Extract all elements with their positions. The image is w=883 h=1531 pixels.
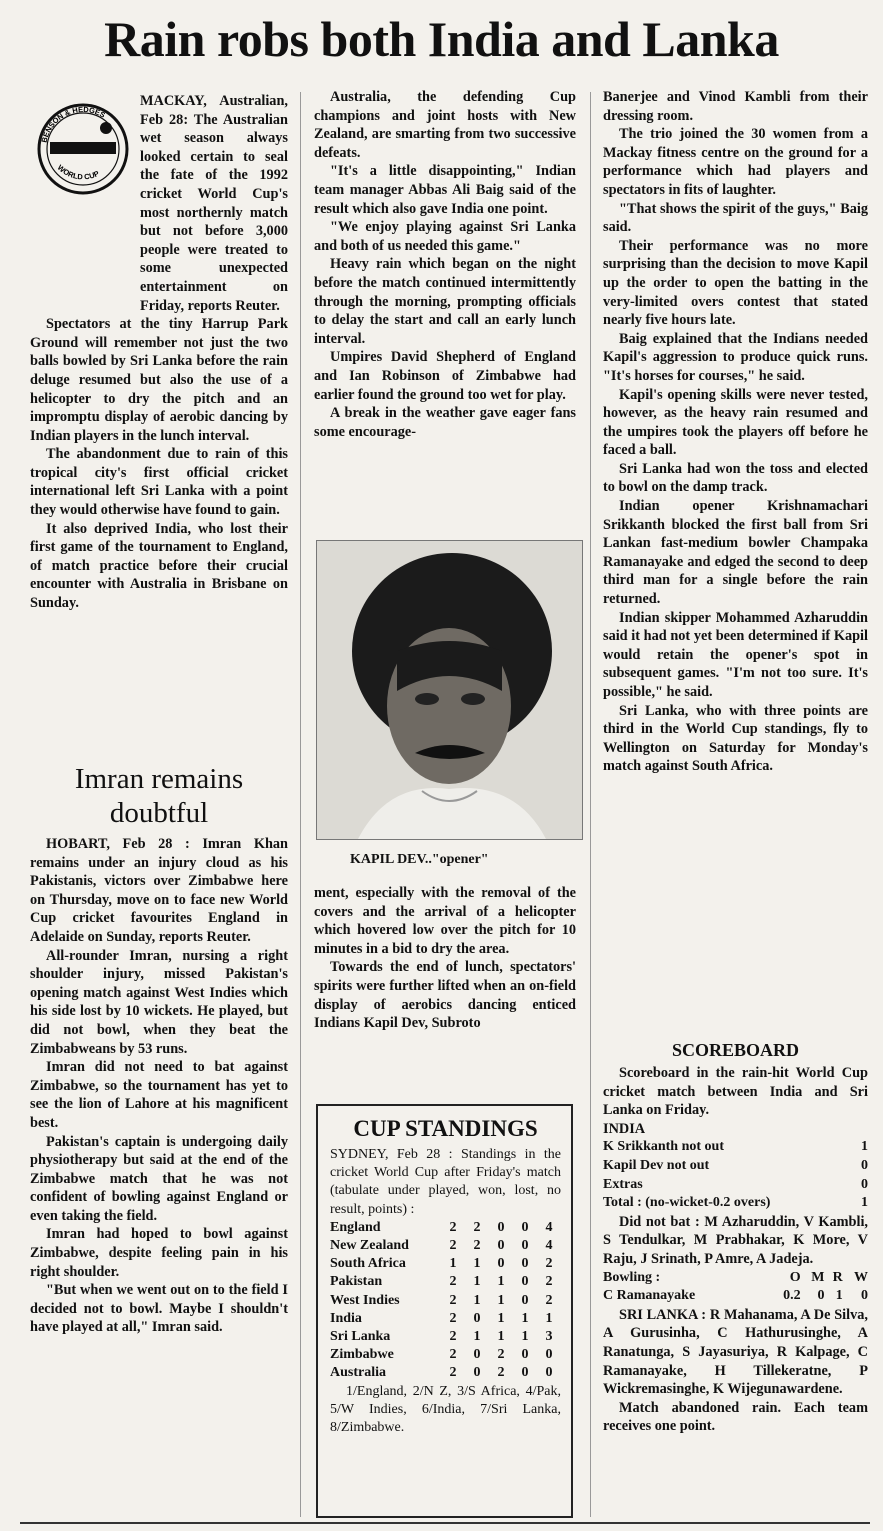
- article-paragraph: "But when we went out on to the field I decided not to bowl. Maybe I shouldn't have played at all," Imran said.: [30, 1282, 288, 1336]
- played: 2: [449, 1329, 457, 1345]
- standings-row: [330, 1364, 561, 1382]
- article-paragraph: The abandonment due to rain of this tropical city's first official cricket international left Sri Lanka with a point they would otherwise have found to gain.: [30, 446, 288, 519]
- article-paragraph: All-rounder Imran, nursing a right shoulder injury, missed Pakistan's opening match against West Indies which his side lost by 10 wickets. He played, but did not bowl, when they beat the Zimbabweans by 53 runs.: [30, 947, 288, 1057]
- standings-table: [330, 1219, 561, 1383]
- batting-row: [603, 1176, 868, 1195]
- lost: 0: [497, 1238, 505, 1254]
- article-paragraph: ment, especially with the removal of the covers and the arrival of a helicopter which hovered low over the pitch for 10 minutes in a bid to dry the area.: [314, 885, 576, 957]
- lost: 2: [497, 1365, 505, 1381]
- standings-row: [330, 1292, 561, 1310]
- cup-standings-box: [316, 1104, 573, 1518]
- standings-row: [330, 1346, 561, 1364]
- main-article-col3: [603, 88, 868, 776]
- lost: 0: [497, 1219, 505, 1235]
- won: 1: [473, 1274, 481, 1290]
- standings-row: [330, 1328, 561, 1346]
- article-paragraph: Indian opener Krishnamachari Srikkanth blocked the first ball from Sri Lankan fast-medium bowler Champaka Ramanayake and edged the second to deep third man for a single before the rain returned.: [603, 498, 868, 608]
- batting-row: [603, 1194, 868, 1213]
- no-result: 1: [521, 1310, 529, 1326]
- lost: 1: [497, 1292, 505, 1308]
- wickets: 0: [861, 1288, 868, 1304]
- portrait-image: [317, 541, 583, 840]
- team-name: Sri Lanka: [330, 1329, 391, 1345]
- team-name: West Indies: [330, 1292, 400, 1308]
- no-result: 0: [521, 1238, 529, 1254]
- played: 2: [449, 1292, 457, 1308]
- lost: 2: [497, 1347, 505, 1363]
- article-paragraph: The trio joined the 30 women from a Mackay fitness centre on the ground for a performance which had players and spectators in fits of laughter.: [603, 126, 868, 198]
- match-result: Match abandoned rain. Each team receives one point.: [603, 1399, 868, 1435]
- won: 0: [473, 1347, 481, 1363]
- points: 0: [545, 1365, 553, 1381]
- lost: 1: [497, 1274, 505, 1290]
- points: 2: [545, 1256, 553, 1272]
- won: 2: [473, 1219, 481, 1235]
- article-paragraph: Sri Lanka had won the toss and elected to bowl on the damp track.: [603, 460, 868, 496]
- team-name: Pakistan: [330, 1274, 383, 1290]
- team-name: India: [330, 1310, 362, 1326]
- standings-row: [330, 1237, 561, 1255]
- bowling-header: W: [854, 1269, 868, 1285]
- scoreboard-intro: Scoreboard in the rain-hit World Cup cricket match between India and Sri Lanka on Friday.: [603, 1065, 868, 1119]
- runs: 0: [861, 1176, 868, 1192]
- scoreboard: [603, 1064, 868, 1436]
- article-paragraph: Heavy rain which began on the night before the match continued intermittently through the morning, prompting officials to delay the start and call an early lunch interval.: [314, 256, 576, 347]
- article-paragraph: Australia, the defending Cup champions and joint hosts with New Zealand, are smarting from two successive defeats.: [314, 89, 576, 161]
- batsman: K Srikkanth not out: [603, 1139, 724, 1155]
- team-name: South Africa: [330, 1256, 406, 1272]
- played: 2: [449, 1310, 457, 1326]
- played: 2: [449, 1238, 457, 1254]
- played: 1: [449, 1256, 457, 1272]
- article-paragraph: "We enjoy playing against Sri Lanka and both of us needed this game.": [314, 219, 576, 254]
- batting-row: [603, 1157, 868, 1176]
- batsman: Total : (no-wicket-0.2 overs): [603, 1195, 771, 1211]
- bowling-header: M: [811, 1269, 825, 1285]
- kapil-dev-photo: [316, 540, 583, 840]
- runs: 1: [861, 1139, 868, 1155]
- bottom-rule: [20, 1522, 870, 1524]
- points: 4: [545, 1238, 553, 1254]
- no-result: 0: [521, 1365, 529, 1381]
- standings-title: CUP STANDINGS: [353, 1116, 538, 1141]
- scoreboard-title: SCOREBOARD: [671, 1040, 800, 1060]
- overs: 0.2: [783, 1288, 801, 1304]
- article-paragraph: It also deprived India, who lost their first game of the tournament to England, of match practice before their crucial encounter with Australia in Brisbane on Sunday.: [30, 520, 288, 612]
- no-result: 0: [521, 1256, 529, 1272]
- no-result: 1: [521, 1329, 529, 1345]
- article-paragraph: Pakistan's captain is undergoing daily physiotherapy but said at the end of the Zimbabwe match that he was not confident of bowling against England or even taking the field.: [30, 1133, 288, 1224]
- won: 0: [473, 1310, 481, 1326]
- points: 2: [545, 1292, 553, 1308]
- points: 1: [545, 1310, 553, 1326]
- lost: 1: [497, 1329, 505, 1345]
- batting-row: [603, 1138, 868, 1157]
- played: 2: [449, 1274, 457, 1290]
- points: 2: [545, 1274, 553, 1290]
- article-paragraph: Baig explained that the Indians needed Kapil's aggression to produce quick runs. "It's horses for courses," he said.: [603, 330, 868, 384]
- standings-row: [330, 1219, 561, 1237]
- points: 3: [545, 1329, 553, 1345]
- imran-article: [30, 835, 288, 1337]
- main-article-col2-cont: [314, 884, 576, 1033]
- no-result: 0: [521, 1274, 529, 1290]
- article-paragraph: Imran did not need to bat against Zimbabwe, so the tournament has yet to see the lion of Lahore at his magnificent best.: [30, 1059, 288, 1131]
- no-result: 0: [521, 1219, 529, 1235]
- standings-intro: SYDNEY, Feb 28 : Standings in the cricket World Cup after Friday's match (tabulate under played, won, lost, no result, points) :: [330, 1147, 561, 1217]
- played: 2: [449, 1365, 457, 1381]
- main-article-col2: [314, 88, 576, 441]
- maidens: 0: [817, 1288, 825, 1304]
- played: 2: [449, 1347, 457, 1363]
- team-name: Australia: [330, 1365, 386, 1381]
- bowling-table: [603, 1269, 868, 1306]
- batting-table: [603, 1138, 868, 1212]
- standings-row: [330, 1310, 561, 1328]
- article-paragraph: "It's a little disappointing," Indian team manager Abbas Ali Baig said of the result which also gave India one point.: [314, 163, 576, 217]
- svg-text:BENSON & HEDGES: BENSON & HEDGES: [39, 104, 107, 144]
- article-paragraph: Kapil's opening skills were never tested, however, as the heavy rain resumed and the umpires took the players off before he faced a ball.: [603, 386, 868, 459]
- won: 1: [473, 1292, 481, 1308]
- no-result: 0: [521, 1347, 529, 1363]
- article-paragraph: Sri Lanka, who with three points are third in the World Cup standings, fly to Wellington on Saturday for Monday's match against South Africa.: [603, 702, 868, 775]
- lost: 0: [497, 1256, 505, 1272]
- lost: 1: [497, 1310, 505, 1326]
- article-paragraph: MACKAY, Australian, Feb 28: The Australian wet season always looked certain to seal the fate of the 1992 cricket World Cup's most northernly match but not before 3,000 people were treated to some unexpected entertainment on Friday, reports Reuter.: [140, 93, 288, 314]
- imran-headline: Imran remains doubtful: [74, 763, 244, 829]
- standings-ranking: 1/England, 2/N Z, 3/S Africa, 4/Pak, 5/W Indies, 6/India, 7/Sri Lanka, 8/Zimbabwe.: [330, 1383, 561, 1436]
- bowling-row: [603, 1287, 868, 1306]
- runs: 1: [861, 1195, 868, 1211]
- won: 1: [473, 1256, 481, 1272]
- article-paragraph: HOBART, Feb 28 : Imran Khan remains under an injury cloud as his Pakistanis, victors over Zimbabwe here on Thursday, move on to face new World Cup cricket favourites England in Adelaide on Sunday, reports Reuter.: [30, 836, 288, 945]
- bowler: C Ramanayake: [603, 1288, 696, 1304]
- article-paragraph: Towards the end of lunch, spectators' spirits were further lifted when an on-field display of aerobics dancing enticed Indians Kapil Dev, Subroto: [314, 959, 576, 1032]
- points: 4: [545, 1219, 553, 1235]
- batsman: Kapil Dev not out: [603, 1157, 710, 1173]
- article-paragraph: "That shows the spirit of the guys," Baig said.: [603, 200, 868, 236]
- article-paragraph: Their performance was no more surprising than the decision to move Kapil up the order to open the batting in the very-limited overs contest that stated nearly five hours late.: [603, 237, 868, 329]
- bowling-label: Bowling :: [603, 1269, 661, 1285]
- svg-text:WORLD CUP: WORLD CUP: [55, 162, 101, 182]
- won: 0: [473, 1365, 481, 1381]
- runs-conceded: 1: [835, 1288, 843, 1304]
- main-article-col1: [30, 92, 288, 613]
- article-paragraph: Banerjee and Vinod Kambli from their dressing room.: [603, 89, 868, 124]
- batsman: Extras: [603, 1176, 643, 1192]
- points: 0: [545, 1347, 553, 1363]
- standings-row: [330, 1273, 561, 1291]
- headline: Rain robs both India and Lanka: [104, 11, 779, 67]
- article-paragraph: A break in the weather gave eager fans some encourage-: [314, 405, 576, 440]
- article-paragraph: Umpires David Shepherd of England and Ian Robinson of Zimbabwe had earlier found the ground too wet for play.: [314, 349, 576, 403]
- runs: 0: [861, 1157, 868, 1173]
- team-name: England: [330, 1219, 381, 1235]
- team-name: New Zealand: [330, 1238, 409, 1254]
- no-result: 0: [521, 1292, 529, 1308]
- bowling-header: R: [832, 1269, 843, 1285]
- article-paragraph: Spectators at the tiny Harrup Park Ground will remember not just the two balls bowled by Sri Lanka before the rain deluge resumed but also the use of a helicopter to dry the pitch and an impromptu display of aerobic dancing by Indian players in the lunch interval.: [30, 316, 288, 444]
- won: 1: [473, 1329, 481, 1345]
- played: 2: [449, 1219, 457, 1235]
- team2-lineup: SRI LANKA : R Mahanama, A De Silva, A Gurusinha, C Hathurusinghe, A Ranatunga, S Jayasuriya, R Kalpage, C Ramanayake, H Tillekeratne, P Wickremasinghe, K Wijegunawardene.: [603, 1306, 868, 1398]
- did-not-bat: Did not bat : M Azharuddin, V Kambli, S Tendulkar, M Prabhakar, K More, V Raju, J Srinath, P Amre, A Jadeja.: [603, 1213, 868, 1267]
- bowling-header: O: [789, 1269, 801, 1285]
- column-divider: [300, 92, 301, 1517]
- column-divider: [590, 92, 591, 1517]
- standings-row: [330, 1255, 561, 1273]
- photo-caption: KAPIL DEV.."opener": [350, 852, 489, 867]
- article-paragraph: Imran had hoped to bowl against Zimbabwe, despite feeling pain in his right shoulder.: [30, 1226, 288, 1280]
- bowling-header-row: [603, 1269, 868, 1288]
- team1-heading: INDIA: [603, 1120, 646, 1137]
- team-name: Zimbabwe: [330, 1347, 394, 1363]
- won: 2: [473, 1238, 481, 1254]
- article-paragraph: Indian skipper Mohammed Azharuddin said it had not yet been determined if Kapil would retain the opener's spot in subsequent games. "I'm not too sure. It's possible," he said.: [603, 609, 868, 700]
